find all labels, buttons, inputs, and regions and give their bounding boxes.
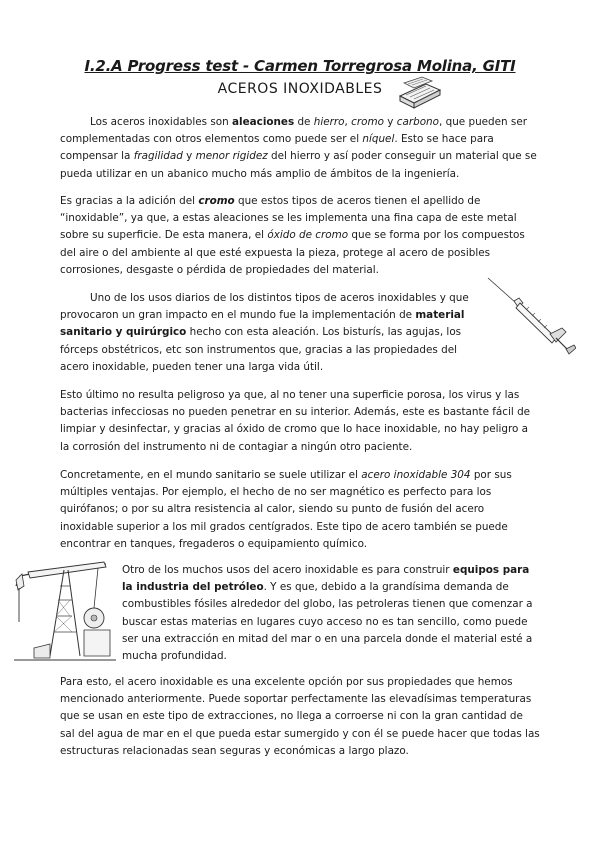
paragraph-2: Es gracias a la adición del cromo que estos tipos de aceros tienen el apellido de “inoxidable”, ya que, a estas aleaciones se les implementa una fina capa de este metal sobre su superficie. De esta manera, el óxido de cromo que se forma por los compuestos del aire o del ambiente al que esté expuesta la pieza, protege al acero de posibles corrosiones, desgaste o pérdida de propiedades del material. bbox=[60, 195, 525, 276]
page-title: ACEROS INOXIDABLES bbox=[217, 81, 383, 97]
paragraph-5: Concretamente, en el mundo sanitario se suele utilizar el acero inoxidable 304 por sus múltiples ventajas. Por ejemplo, el hecho de no ser magnético es perfecto para los quirófanos; o por su altra resistencia al calor, siendo su punto de fusión del acero inoxidable superior a los mil grados centígrados. Este tipo de acero también se puede encontrar en tanques, fregaderos o equipamiento químico. bbox=[60, 469, 512, 550]
syringe-illustration bbox=[486, 276, 576, 356]
paragraph-4: Esto último no resulta peligroso ya que, al no tener una superficie porosa, los virus y las bacterias infecciosas no pueden penetrar en su interior. Además, este es bastante fácil de limpiar y desinfectar, y gracias al óxido de cromo que lo hace inoxidable, no hay peligro a la corrosión del instrumento ni de contagiar a ningún otro paciente. bbox=[60, 389, 531, 453]
steel-ingot-illustration bbox=[396, 76, 444, 110]
paragraph-7: Para esto, el acero inoxidable es una excelente opción por sus propiedades que hemos mencionado anteriormente. Puede soportar perfectamente las elevadísimas temperaturas que se usan en este tipo de extracciones, no llega a corroerse ni con la gran cantidad de sal del agua de mar en el que pueda estar sumergido y con él se puede hacer que todas las estructuras relacionadas sean seguras y económicas a largo plazo. bbox=[60, 676, 540, 757]
paragraph-6: Otro de los muchos usos del acero inoxidable es para construir equipos para la industria del petróleo. Y es que, debido a la grandísima demanda de combustibles fósiles alrededor del globo, las petroleras tienen que comenzar a buscar estas materias en lugares cuyo acceso no es tan sencillo, como puede ser una extracción en mitad del mar o en una parcela donde el material esté a mucha profundidad. bbox=[122, 564, 533, 663]
paragraph-3: Uno de los usos diarios de los distintos tipos de aceros inoxidables y que provocaron un gran impacto en el mundo fue la implementación de material sanitario y quirúrgico hecho con esta aleación. Los bisturís, las agujas, los fórceps obstétricos, etc son instrumentos que, gracias a las propiedades del acero inoxidable, pueden tener una larga vida útil. bbox=[60, 292, 469, 373]
paragraph-1: Los aceros inoxidables son aleaciones de hierro, cromo y carbono, que pueden ser complementadas con otros elementos como puede ser el níquel. Esto se hace para compensar la fragilidad y menor rigidez del hierro y así poder conseguir un material que se pueda utilizar en un abanico mucho más amplio de ámbitos de la ingeniería. bbox=[60, 116, 537, 180]
oil-pump-illustration bbox=[14, 556, 116, 664]
document-header: I.2.A Progress test - Carmen Torregrosa Molina, GITI bbox=[84, 57, 516, 75]
